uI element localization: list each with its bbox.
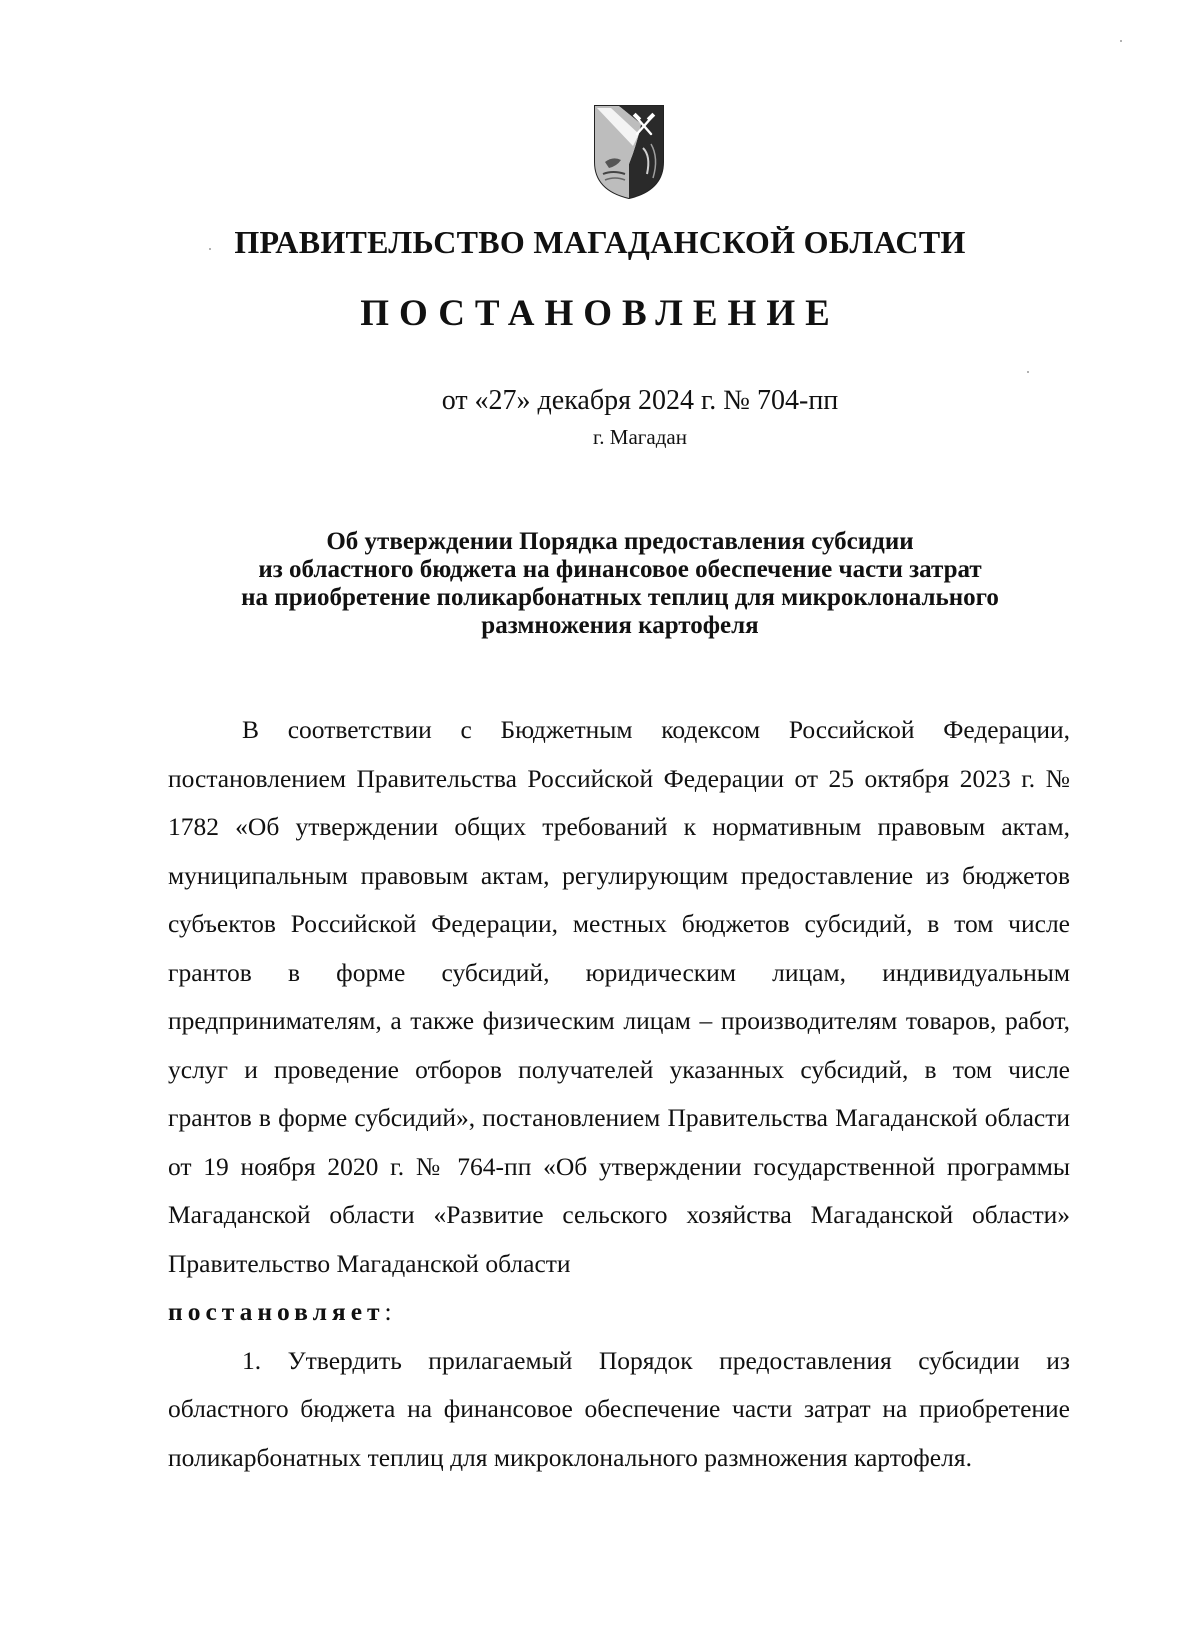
decree-punct: : <box>384 1297 392 1326</box>
document-date-number: от «27» декабря 2024 г. № 704-пп <box>441 385 839 416</box>
title-line: на приобретение поликарбонатных теплиц для микроклонального <box>241 584 999 611</box>
title-line: из областного бюджета на финансовое обеспечение части затрат <box>258 556 982 583</box>
document-city: г. Магадан <box>593 425 687 449</box>
item-1-paragraph: 1. Утвердить прилагаемый Порядок предоставления субсидии из областного бюджета на финансовое обеспечение части затрат на приобретение поликарбонатных теплиц для микроклонального размножения картофеля. <box>168 1345 1070 1472</box>
document-title <box>150 528 1090 640</box>
scan-speck <box>1120 40 1122 42</box>
document-type: ПОСТАНОВЛЕНИЕ <box>360 293 840 334</box>
scan-speck <box>1027 371 1029 373</box>
title-line: Об утверждении Порядка предоставления субсидии <box>326 528 914 555</box>
coat-of-arms-icon <box>591 104 667 200</box>
scan-speck <box>209 248 211 250</box>
preamble-paragraph <box>168 706 1070 1337</box>
organization-name: ПРАВИТЕЛЬСТВО МАГАДАНСКОЙ ОБЛАСТИ <box>234 224 966 260</box>
decree-word: постановляет <box>168 1297 385 1326</box>
title-line: размножения картофеля <box>481 612 759 639</box>
document-body <box>168 706 1070 1482</box>
preamble-text: В соответствии с Бюджетным кодексом Российской Федерации, постановлением Правительства Российской Федерации от 25 октября 2023 г. № 1782 «Об утверждении общих требований к нормативным правовым актам, муниципальным правовым актам, регулирующим предоставление из бюджетов субъектов Российской Федерации, местных бюджетов субсидий, в том числе грантов в форме субсидий, юридическим лицам, индивидуальным предпринимателям, а также физическим лицам – производителям товаров, работ, услуг и проведение отборов получателей указанных субсидий, в том числе грантов в форме субсидий», постановлением Правительства Магаданской области от 19 ноября 2020 г. № 764-пп «Об утверждении государственной программы Магаданской области «Развитие сельского хозяйства Магаданской области» Правительство Магаданской области <box>168 715 1070 1278</box>
